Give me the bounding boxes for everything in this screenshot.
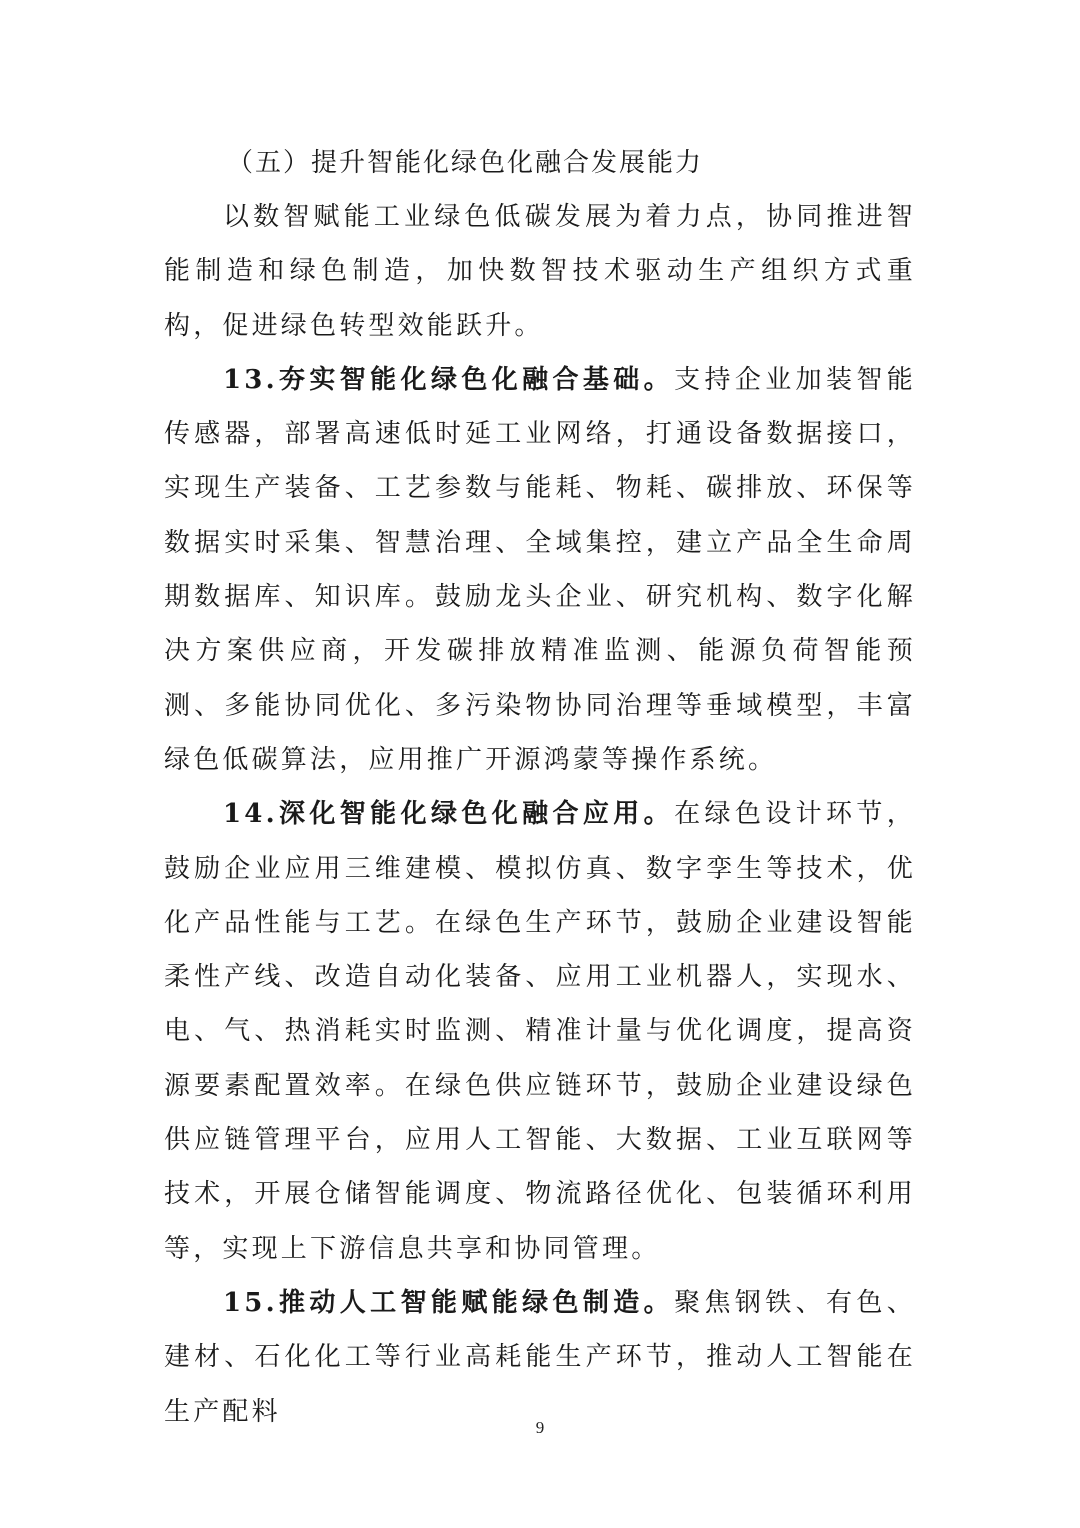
item-14-paragraph <box>164 787 916 1276</box>
item-15-title: 15.推动人工智能赋能绿色制造。 <box>223 1287 675 1318</box>
intro-paragraph: 以数智赋能工业绿色低碳发展为着力点，协同推进智能制造和绿色制造，加快数智技术驱动生产组织方式重构，促进绿色转型效能跃升。 <box>164 202 916 341</box>
item-15-body: 聚焦钢铁、有色、建材、石化化工等行业高耗能生产环节，推动人工智能在生产配料 <box>164 1287 916 1427</box>
item-14-title: 14.深化智能化绿色化融合应用。 <box>223 799 675 830</box>
item-13-paragraph <box>164 353 916 787</box>
item-14-body: 在绿色设计环节，鼓励企业应用三维建模、模拟仿真、数字孪生等技术，优化产品性能与工艺。在绿色生产环节，鼓励企业建设智能柔性产线、改造自动化装备、应用工业机器人，实现水、电、气、热消耗实时监测、精准计量与优化调度，提高资源要素配置效率。在绿色供应链环节，鼓励企业建设绿色供应链管理平台，应用人工智能、大数据、工业互联网等技术，开展仓储智能调度、物流路径优化、包装循环利用等，实现上下游信息共享和协同管理。 <box>164 799 916 1264</box>
item-13-body: 支持企业加装智能传感器，部署高速低时延工业网络，打通设备数据接口，实现生产装备、工艺参数与能耗、物耗、碳排放、环保等数据实时采集、智慧治理、全域集控，建立产品全生命周期数据库、知识库。鼓励龙头企业、研究机构、数字化解决方案供应商，开发碳排放精准监测、能源负荷智能预测、多能协同优化、多污染物协同治理等垂域模型，丰富绿色低碳算法，应用推广开源鸿蒙等操作系统。 <box>164 364 916 775</box>
section-heading: （五）提升智能化绿色化融合发展能力 <box>227 148 704 178</box>
document-body <box>164 136 916 1439</box>
page-number: 9 <box>535 1418 545 1437</box>
item-13-title: 13.夯实智能化绿色化融合基础。 <box>223 364 675 395</box>
item-15-paragraph <box>164 1276 916 1439</box>
